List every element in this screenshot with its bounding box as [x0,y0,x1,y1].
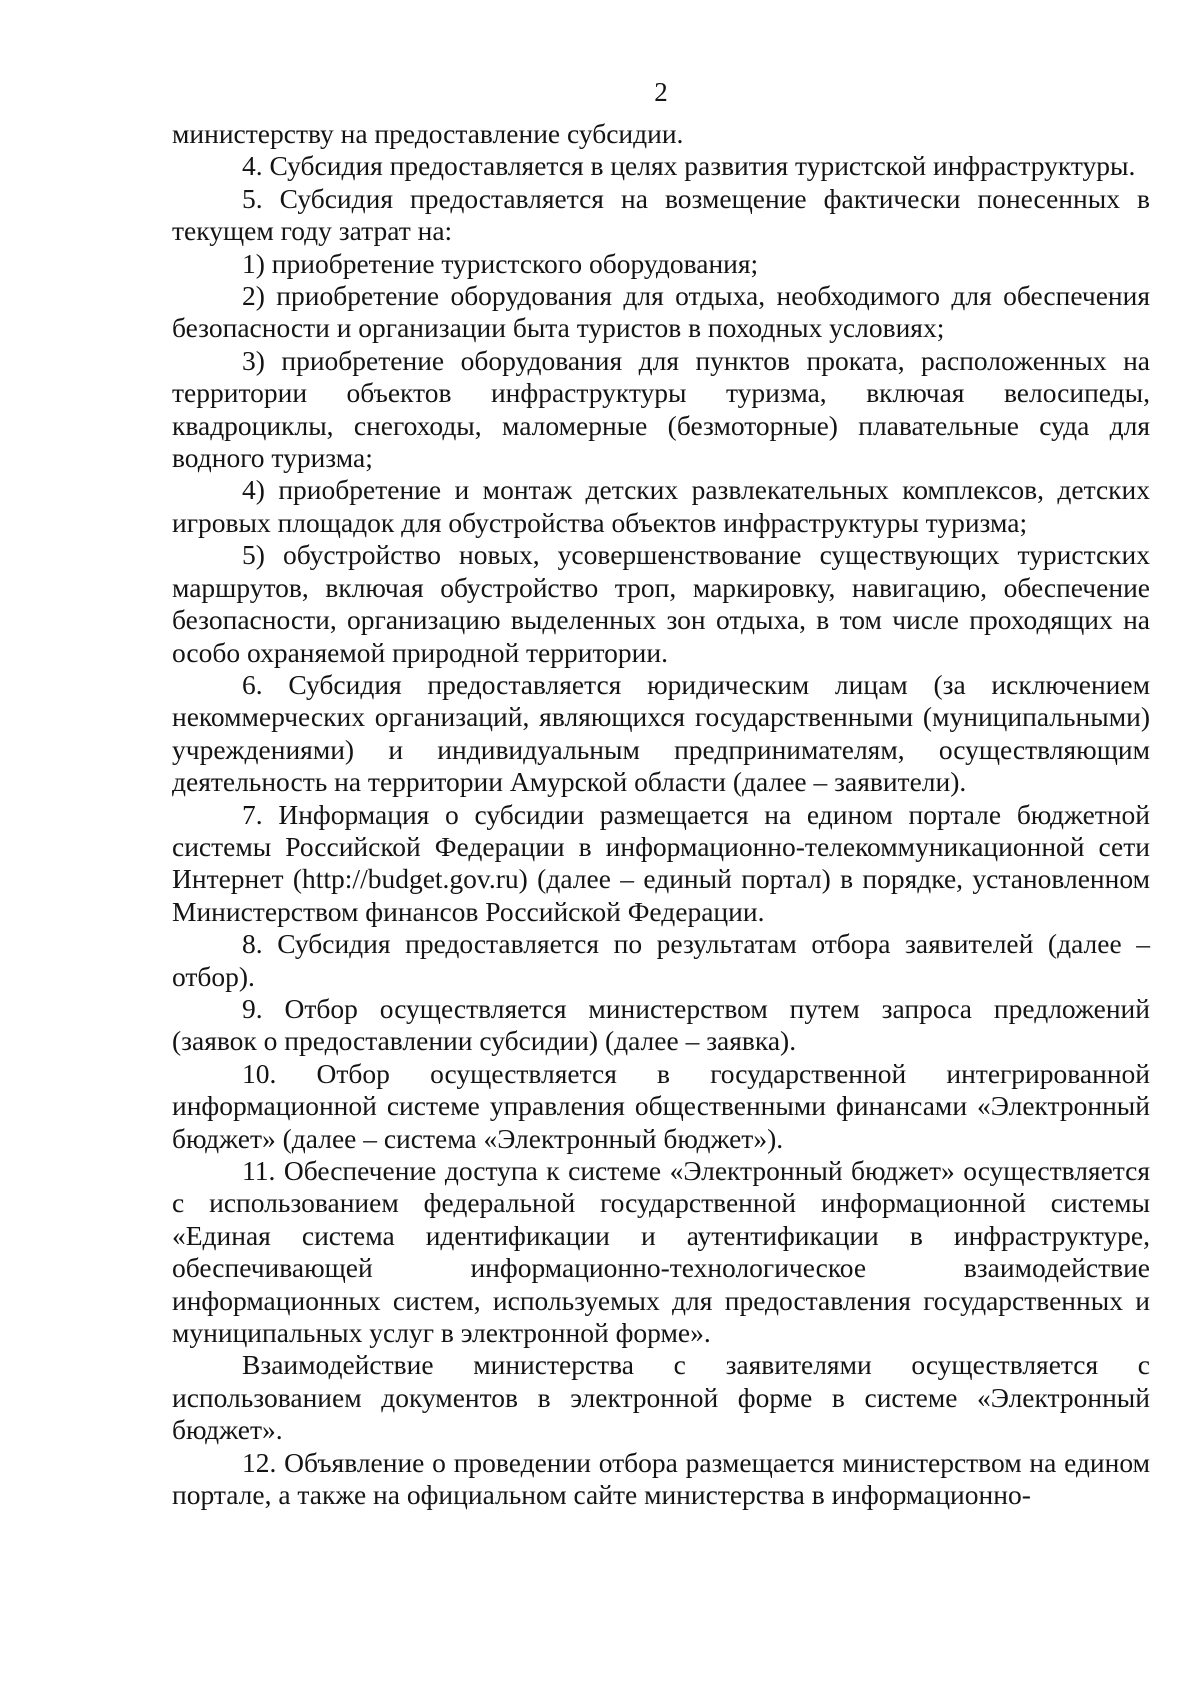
paragraph-11: 11. Обеспечение доступа к системе «Электронный бюджет» осуществляется с использованием федеральной государственной информационной системы «Единая система идентификации и аутентификации в инфраструктуре, обеспечивающей информационно-технологическое взаимодействие информационных систем, используемых для предоставления государственных и муниципальных услуг в электронной форме». [172,1155,1150,1349]
page-number: 2 [654,77,668,107]
paragraph-6: 6. Субсидия предоставляется юридическим лицам (за исключением некоммерческих организаций, являющихся государственными (муниципальными) учреждениями) и индивидуальным предпринимателям, осуществляющим деятельность на территории Амурской области (далее – заявители). [172,668,1150,798]
document-body [172,118,1150,1511]
list-item-4: 4) приобретение и монтаж детских развлекательных комплексов, детских игровых площадок для обустройства объектов инфраструктуры туризма; [172,474,1150,538]
document-page [172,0,1150,1698]
paragraph-9: 9. Отбор осуществляется министерством путем запроса предложений (заявок о предоставлении субсидии) (далее – заявка). [172,992,1150,1057]
paragraph-5: 5. Субсидия предоставляется на возмещение фактически понесенных в текущем году затрат на: [172,182,1150,247]
paragraph-10: 10. Отбор осуществляется в государственной интегрированной информационной системе управления общественными финансами «Электронный бюджет» (далее – система «Электронный бюджет»). [172,1057,1150,1154]
list-item-5: 5) обустройство новых, усовершенствование существующих туристских маршрутов, включая обустройство троп, маркировку, навигацию, обеспечение безопасности, организацию выделенных зон отдыха, в том числе проходящих на особо охраняемой природной территории. [172,539,1150,668]
list-item-1: 1) приобретение туристского оборудования; [242,247,759,279]
paragraph-12: 12. Объявление о проведении отбора размещается министерством на едином портале, а также на официальном сайте министерства в информационно- [172,1446,1150,1511]
list-item-2: 2) приобретение оборудования для отдыха, необходимого для обеспечения безопасности и организации быта туристов в походных условиях; [172,280,1150,344]
paragraph-7: 7. Информация о субсидии размещается на едином портале бюджетной системы Российской Федерации в информационно-телекоммуникационной сети Интернет (http://budget.gov.ru) (далее – единый портал) в порядке, установленном Министерством финансов Российской Федерации. [172,798,1150,927]
paragraph-11-interaction: Взаимодействие министерства с заявителями осуществляется с использованием документов в электронной форме в системе «Электронный бюджет». [172,1349,1150,1446]
paragraph-8: 8. Субсидия предоставляется по результатам отбора заявителей (далее – отбор). [172,928,1150,992]
paragraph-continuation: министерству на предоставление субсидии. [172,118,684,149]
list-item-3: 3) приобретение оборудования для пунктов проката, расположенных на территории объектов инфраструктуры туризма, включая велосипеды, квадроциклы, снегоходы, маломерные (безмоторные) плавательные суда для водного туризма; [172,344,1150,474]
paragraph-4: 4. Субсидия предоставляется в целях развития туристской инфраструктуры. [242,150,1136,182]
